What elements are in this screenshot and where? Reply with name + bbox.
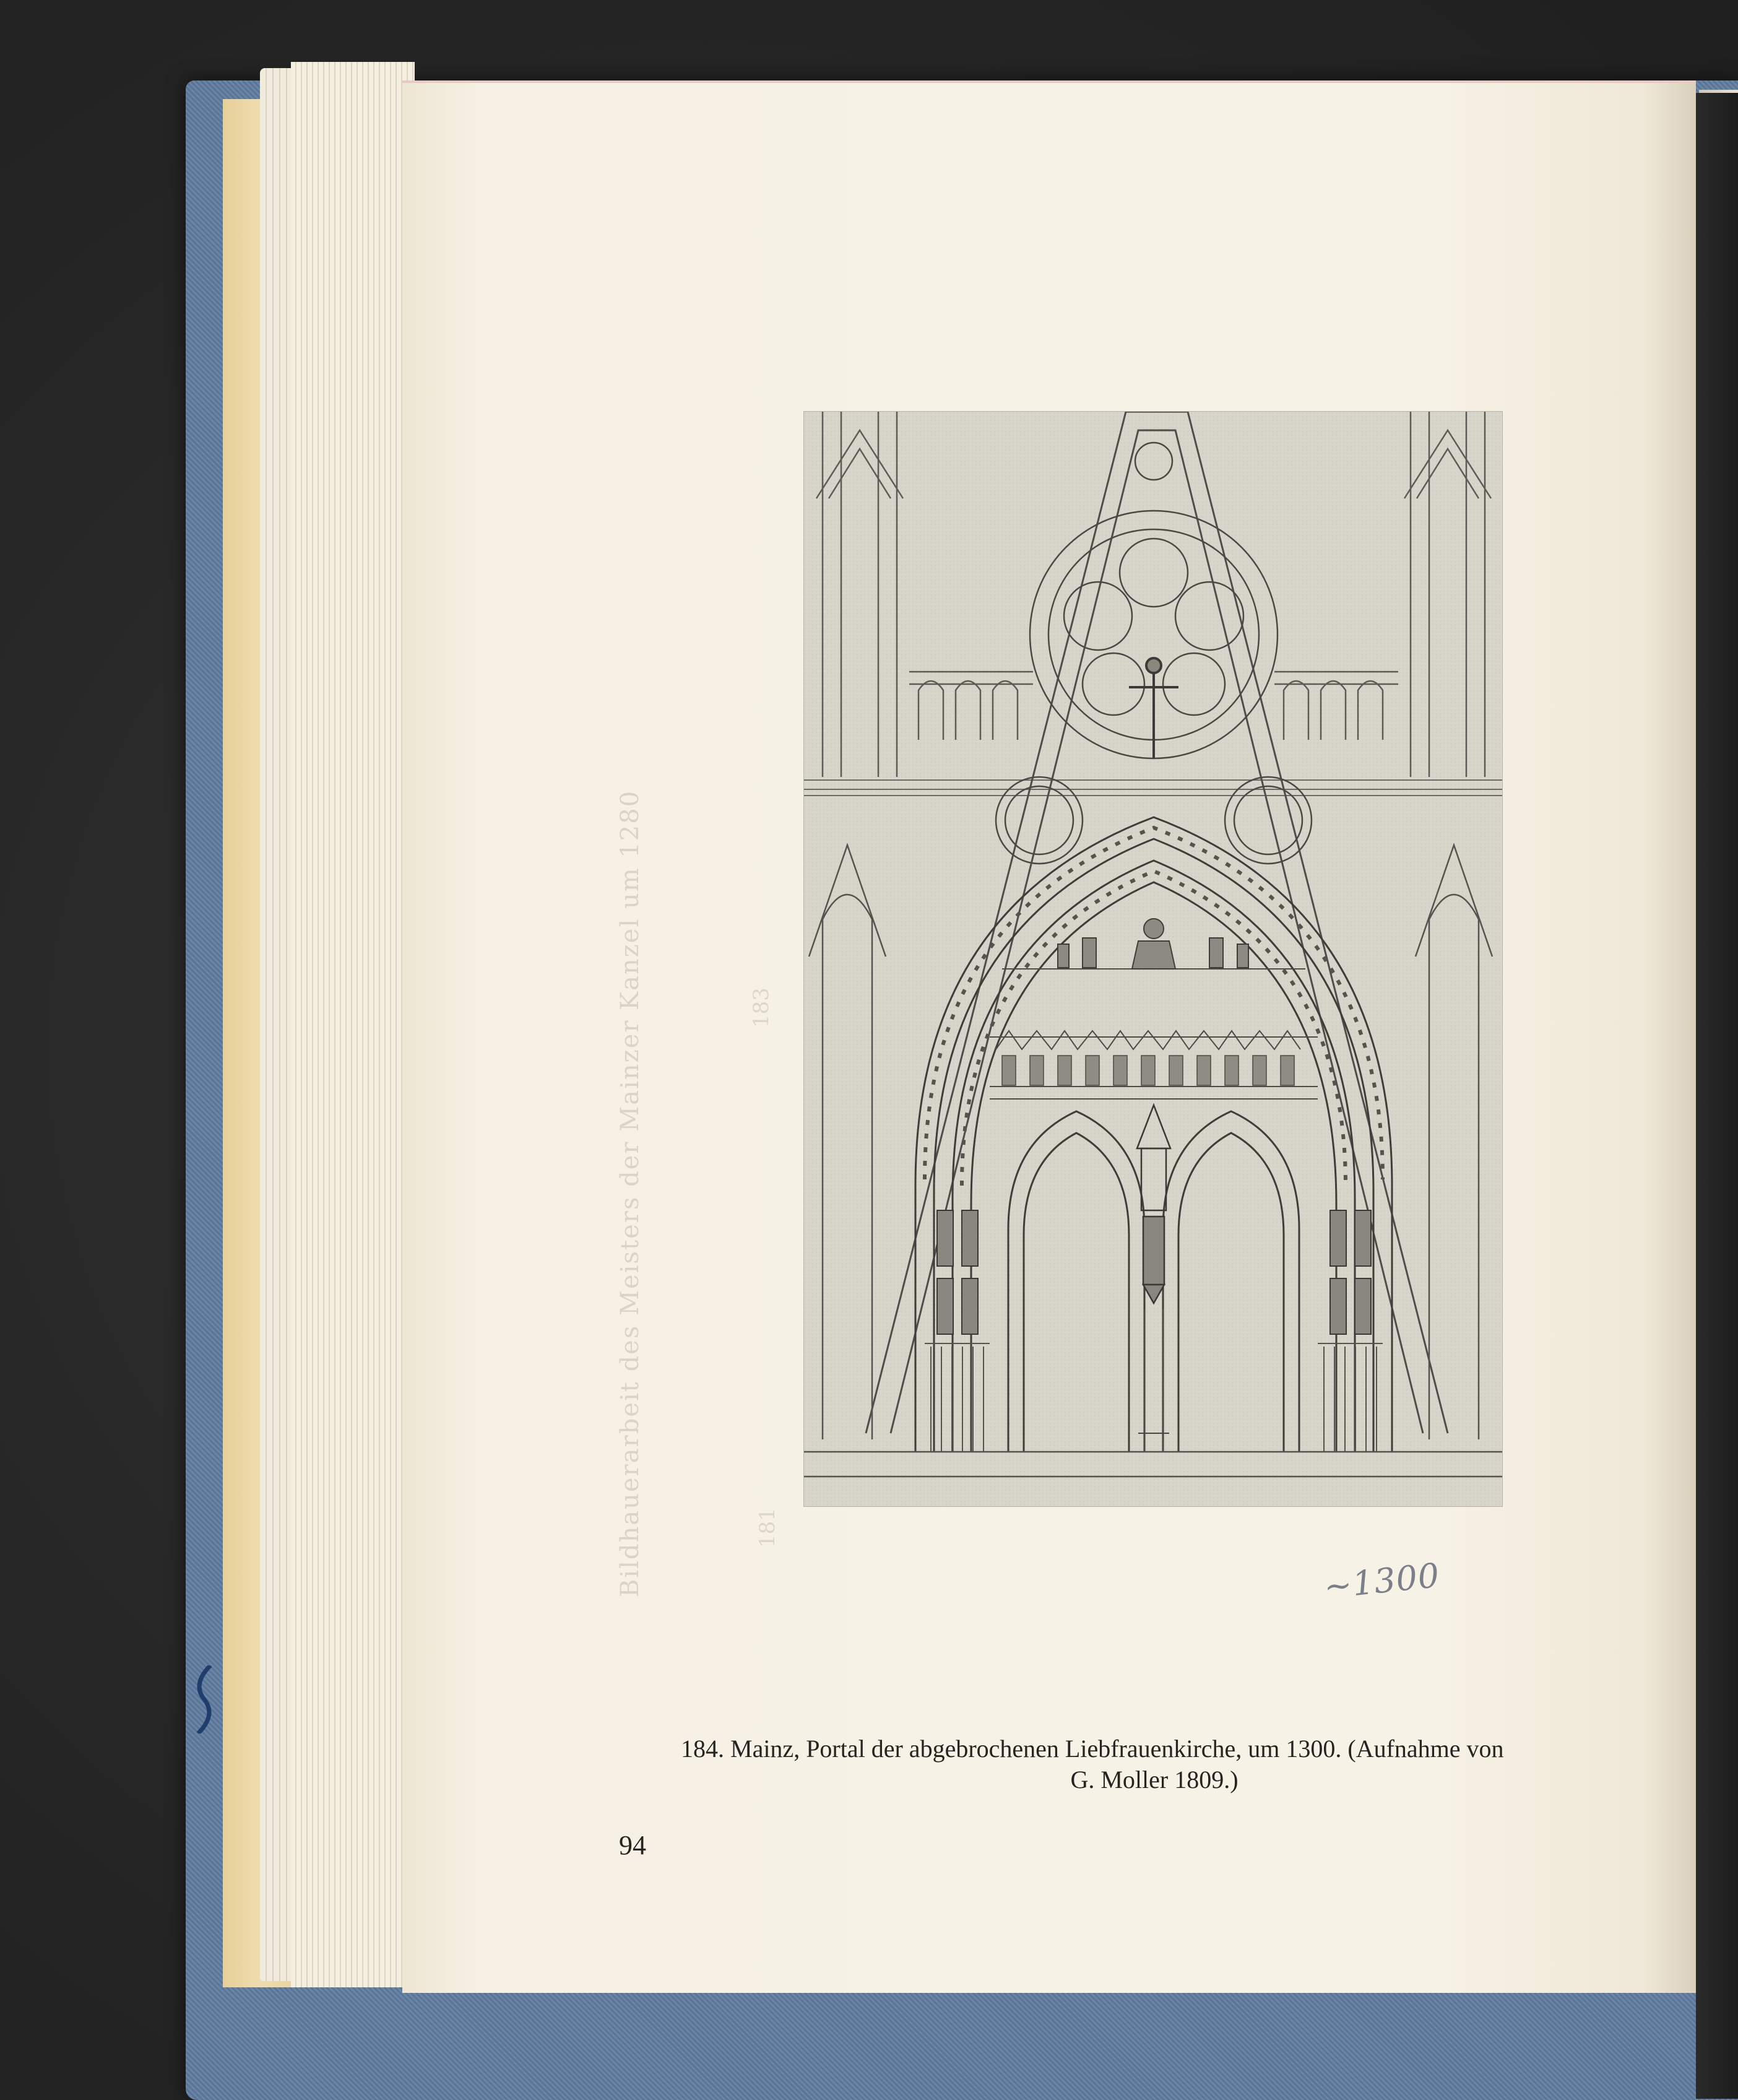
caption-line-1: 184. Mainz, Portal der abgebrochenen Liebfrauenkirche, um 1300. (Aufnahme von	[681, 1735, 1504, 1763]
page-number: 94	[619, 1830, 646, 1860]
show-through-mark: 183	[749, 987, 774, 1028]
gutter-shadow	[1696, 93, 1738, 2099]
page-edges-inner	[291, 62, 415, 1987]
bookmark-ribbon-icon	[186, 1665, 223, 1733]
show-through-mark-2: 181	[755, 1508, 780, 1548]
portal-engraving	[803, 411, 1503, 1507]
caption-line-2: G. Moller 1809.)	[1070, 1766, 1239, 1794]
portal-drawing	[804, 412, 1502, 1506]
figure-caption	[681, 1733, 1628, 1795]
show-through-text: Bildhauerarbeit des Meisters der Mainzer Kanzel um 1280	[616, 789, 644, 1597]
handwritten-date-note: ~1300	[1321, 1555, 1442, 1607]
